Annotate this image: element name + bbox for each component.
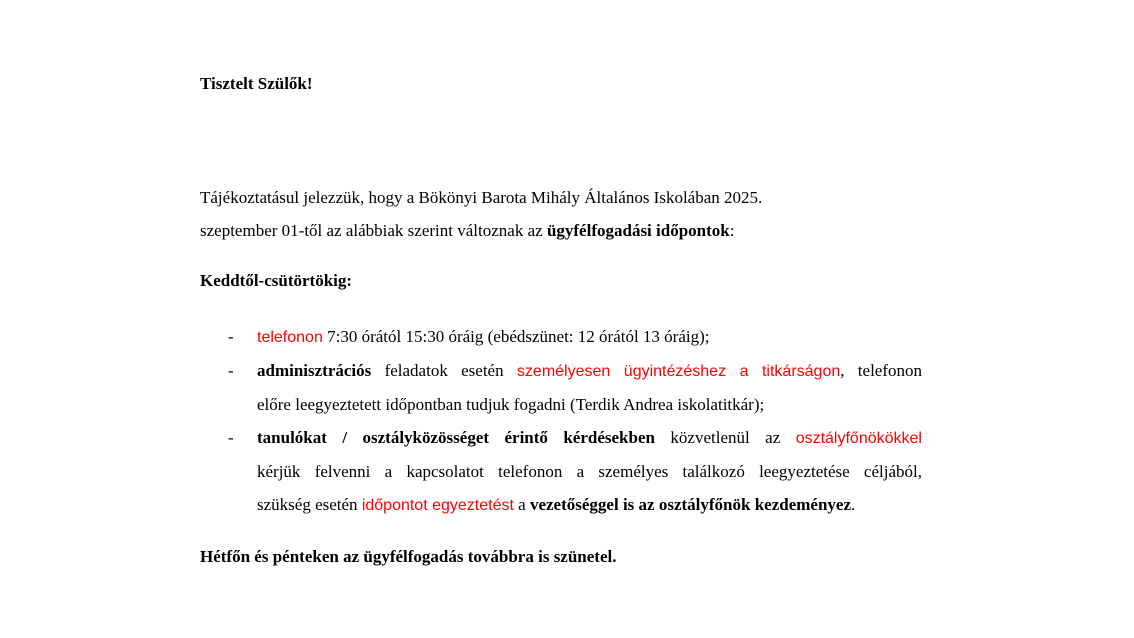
list-item-line: kérjük felvenni a kapcsolatot telefonon a személyes találkozó leegyeztetése céljából, (257, 462, 922, 481)
list-item-line (257, 488, 922, 522)
highlight-red-text: személyesen ügyintézéshez a titkárságon (516, 363, 841, 380)
intro-line-2 (200, 214, 924, 247)
highlight-red-text: időpontot egyeztetést (361, 497, 514, 514)
bold-text: adminisztrációs (257, 361, 372, 380)
list-item-line (257, 354, 922, 388)
highlight-red-text: osztályfőnökökkel (795, 430, 922, 447)
bullet-list (200, 320, 924, 522)
list-item-text: feladatok esetén (371, 361, 517, 380)
list-item-text: közvetlenül az (654, 428, 796, 447)
list-item-text: a (513, 495, 530, 514)
intro-line-2-bold: ügyfélfogadási időpontok (546, 221, 730, 240)
list-dash: - (228, 428, 234, 447)
days-heading: Keddtől-csütörtökig: (200, 271, 353, 290)
list-dash: - (228, 361, 234, 380)
intro-line-2-end: : (729, 221, 735, 240)
bold-text: vezetőséggel is az osztályfőnök kezdeményez (529, 495, 851, 514)
intro-line-2-text: szeptember 01-től az alábbiak szerint változnak az (200, 221, 547, 240)
list-dash: - (228, 327, 234, 346)
document-page (200, 0, 924, 638)
salutation: Tisztelt Szülők! (200, 74, 313, 93)
highlight-red-text: telefonon (257, 329, 323, 346)
intro-line-1: Tájékoztatásul jelezzük, hogy a Bökönyi Barota Mihály Általános Iskolában 2025. (200, 188, 763, 207)
list-item-line (257, 320, 922, 354)
list-item (200, 421, 922, 522)
bold-text: tanulókat / osztályközösséget érintő kérdésekben (257, 428, 655, 447)
list-item-text: , telefonon (840, 361, 923, 380)
closing-note: Hétfőn és pénteken az ügyfélfogadás továbbra is szünetel. (200, 547, 617, 566)
list-item (200, 354, 922, 421)
intro-paragraph (200, 181, 924, 247)
list-item-text: szükség esetén (257, 495, 362, 514)
list-item-text: . (851, 495, 856, 514)
list-item (200, 320, 922, 354)
list-item-text: 7:30 órától 15:30 óráig (ebédszünet: 12 órától 13 óráig); (322, 327, 710, 346)
list-item-line: előre leegyeztetett időpontban tudjuk fogadni (Terdik Andrea iskolatitkár); (257, 395, 765, 414)
list-item-line (257, 421, 922, 455)
